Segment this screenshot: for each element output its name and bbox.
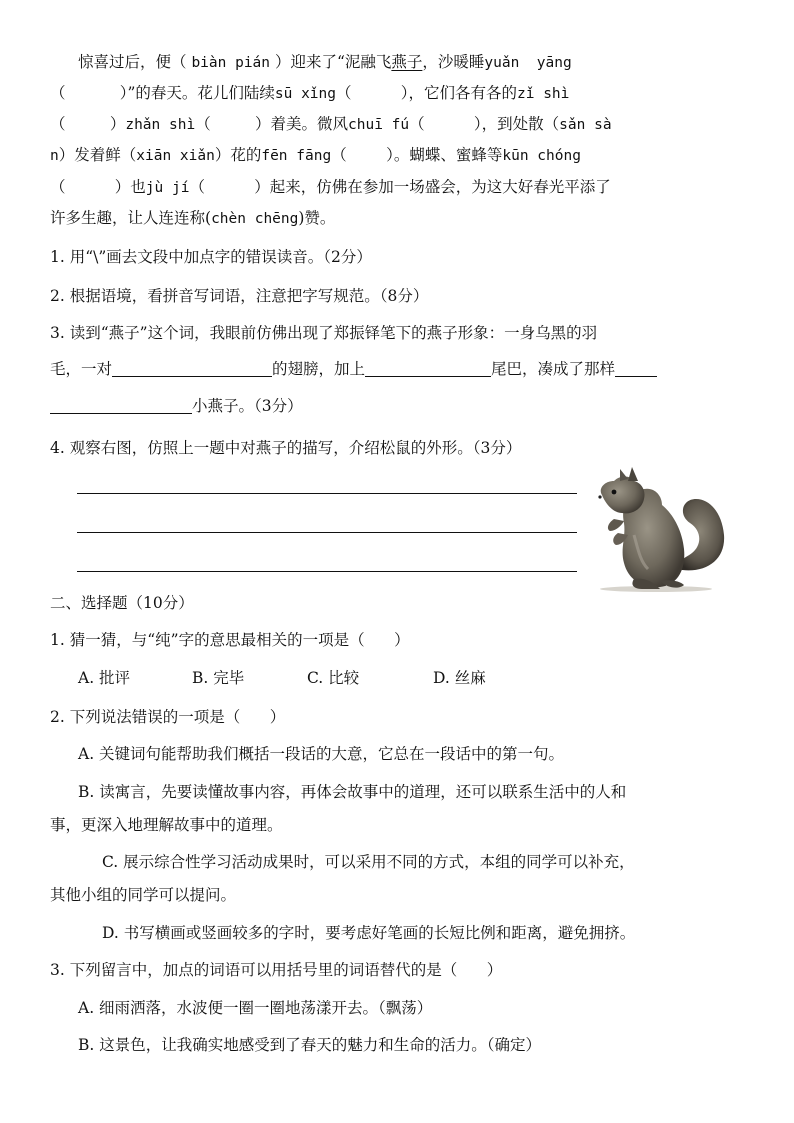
question-4: 4. 观察右图，仿照上一题中对燕子的描写，介绍松鼠的外形。（3分） (50, 439, 522, 457)
question-3-line-1: 3. 读到“燕子”这个词，我眼前仿佛出现了郑振铎笔下的燕子形象：一身乌黑的羽 (50, 324, 598, 342)
choice-3-option-a[interactable]: A. 细雨洒落，水波便一圈一圈地荡漾开去。（飘荡） (78, 999, 433, 1017)
choice-1-stem: 1. 猜一猜，与“纯”字的意思最相关的一项是（ ） (50, 631, 410, 649)
passage-line-3: （ ）zhǎn shì（ ）着美。微风chuī fú（ ），到处散（sǎn sà (50, 115, 612, 133)
question-2: 2. 根据语境，看拼音写词语，注意把字写规范。（8分） (50, 287, 429, 305)
answer-blank-wings[interactable] (112, 359, 272, 377)
choice-2-stem: 2. 下列说法错误的一项是（ ） (50, 708, 286, 726)
passage-line-1: 惊喜过后，便（ biàn pián ）迎来了“泥融飞燕子，沙暖睡yuǎn yāng (78, 53, 572, 71)
squirrel-image (584, 465, 728, 595)
choice-2-option-c-line-1[interactable]: C. 展示综合性学习活动成果时，可以采用不同的方式，本组的同学可以补充， (102, 853, 635, 871)
question-3-line-3: 小燕子。（3分） (50, 394, 303, 418)
passage-line-2: （ ）”的春天。花儿们陆续sū xǐng（ ），它们各有各的zǐ shì (50, 84, 570, 102)
question-1: 1. 用“\”画去文段中加点字的错误读音。（2分） (50, 248, 372, 266)
writing-line-3[interactable] (77, 571, 577, 572)
choice-1-option-a[interactable]: A. 批评 (78, 669, 131, 687)
choice-2-option-a[interactable]: A. 关键词句能帮助我们概括一段话的大意，它总在一段话中的第一句。 (78, 745, 565, 763)
choice-2-option-c-line-2: 其他小组的同学可以提问。 (50, 886, 237, 904)
choice-2-option-b-line-1[interactable]: B. 读寓言，先要读懂故事内容，再体会故事中的道理，还可以联系生活中的人和 (78, 783, 627, 801)
choice-1-option-c[interactable]: C. 比较 (307, 669, 360, 687)
writing-line-1[interactable] (77, 493, 577, 494)
question-3-line-2: 毛，一对 的翅膀，加上 尾巴，凑成了那样 (50, 357, 657, 381)
answer-blank-swallow-1[interactable] (615, 359, 657, 377)
passage-line-6: 许多生趣，让人连连称(chèn chēng)赞。 (50, 209, 336, 227)
choice-2-option-b-line-2: 事，更深入地理解故事中的道理。 (50, 816, 283, 834)
choice-1-option-d[interactable]: D. 丝麻 (433, 669, 486, 687)
section-2-heading: 二、选择题（10分） (50, 594, 194, 612)
answer-blank-tail[interactable] (365, 359, 491, 377)
choice-1-option-b[interactable]: B. 完毕 (192, 669, 245, 687)
passage-line-4: n）发着鲜（xiān xiǎn）花的fēn fāng（ ）。蝴蝶、蜜蜂等kūn chóng (50, 146, 581, 164)
passage-line-5: （ ）也jù jí（ ）起来，仿佛在参加一场盛会，为这大好春光平添了 (50, 178, 611, 196)
choice-3-option-b[interactable]: B. 这景色，让我确实地感受到了春天的魅力和生命的活力。（确定） (78, 1036, 541, 1054)
choice-2-option-d[interactable]: D. 书写横画或竖画较多的字时，要考虑好笔画的长短比例和距离，避免拥挤。 (102, 924, 636, 942)
writing-line-2[interactable] (77, 532, 577, 533)
answer-blank-swallow-2[interactable] (50, 396, 192, 414)
choice-3-stem: 3. 下列留言中，加点的词语可以用括号里的词语替代的是（ ） (50, 961, 503, 979)
